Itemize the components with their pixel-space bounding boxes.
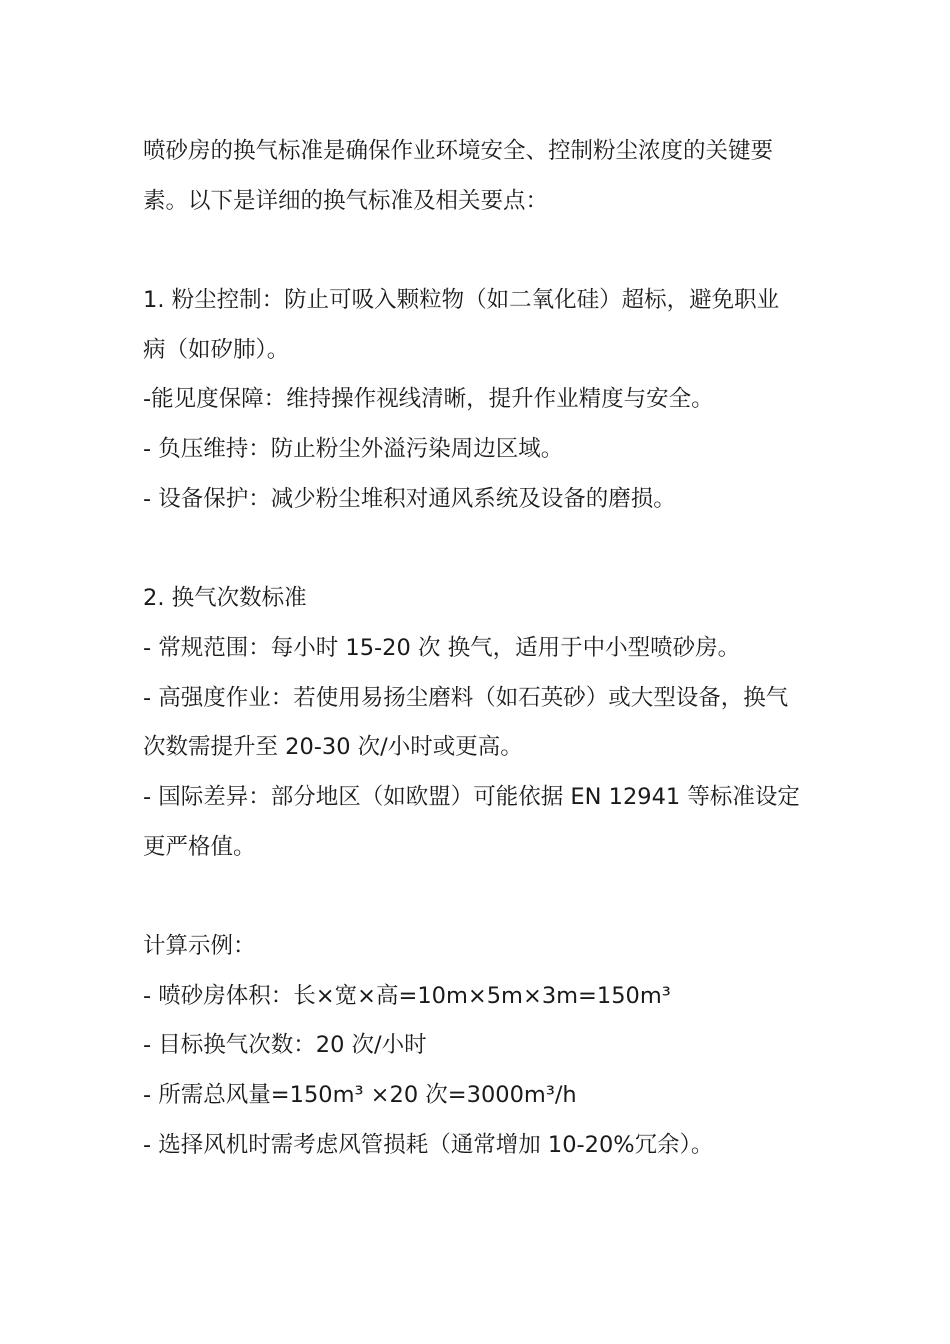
section2-line-5: - 国际差异：部分地区（如欧盟）可能依据 EN 12941 等标准设定 <box>143 783 800 810</box>
paragraph-gap <box>143 872 811 922</box>
section3-line-5: - 选择风机时需考虑风管损耗（通常增加 10-20%冗余）。 <box>143 1131 714 1158</box>
section1-line-5: - 设备保护：减少粉尘堆积对通风系统及设备的磨损。 <box>143 485 676 512</box>
section2-line-6: 更严格值。 <box>143 833 256 860</box>
intro-line-1: 喷砂房的换气标准是确保作业环境安全、控制粉尘浓度的关键要 <box>143 138 774 164</box>
section1-line-3: -能见度保障：维持操作视线清晰，提升作业精度与安全。 <box>143 386 714 413</box>
section2-heading: 2. 换气次数标准 <box>143 585 307 612</box>
section1-line-2: 病（如矽肺）。 <box>143 336 290 363</box>
document-body <box>143 127 811 1170</box>
section2-line-4: 次数需提升至 20-30 次/小时或更高。 <box>143 734 523 761</box>
intro-line-2: 素。以下是详细的换气标准及相关要点： <box>143 187 549 214</box>
section1-line-1: 1. 粉尘控制：防止可吸入颗粒物（如二氧化硅）超标，避免职业 <box>143 287 780 314</box>
section2-line-3: - 高强度作业：若使用易扬尘磨料（如石英砂）或大型设备，换气 <box>143 684 789 711</box>
section1-line-4: - 负压维持：防止粉尘外溢污染周边区域。 <box>143 436 564 463</box>
section2-line-2: - 常规范围：每小时 15-20 次 换气，适用于中小型喷砂房。 <box>143 634 741 661</box>
section3-line-4: - 所需总风量=150m³ ×20 次=3000m³/h <box>143 1082 577 1109</box>
section3-line-3: - 目标换气次数：20 次/小时 <box>143 1032 427 1059</box>
paragraph-gap <box>143 525 811 575</box>
section3-line-2: - 喷砂房体积：长×宽×高=10m×5m×3m=150m³ <box>143 982 671 1009</box>
paragraph-gap <box>143 226 811 276</box>
section3-heading: 计算示例： <box>143 933 256 959</box>
